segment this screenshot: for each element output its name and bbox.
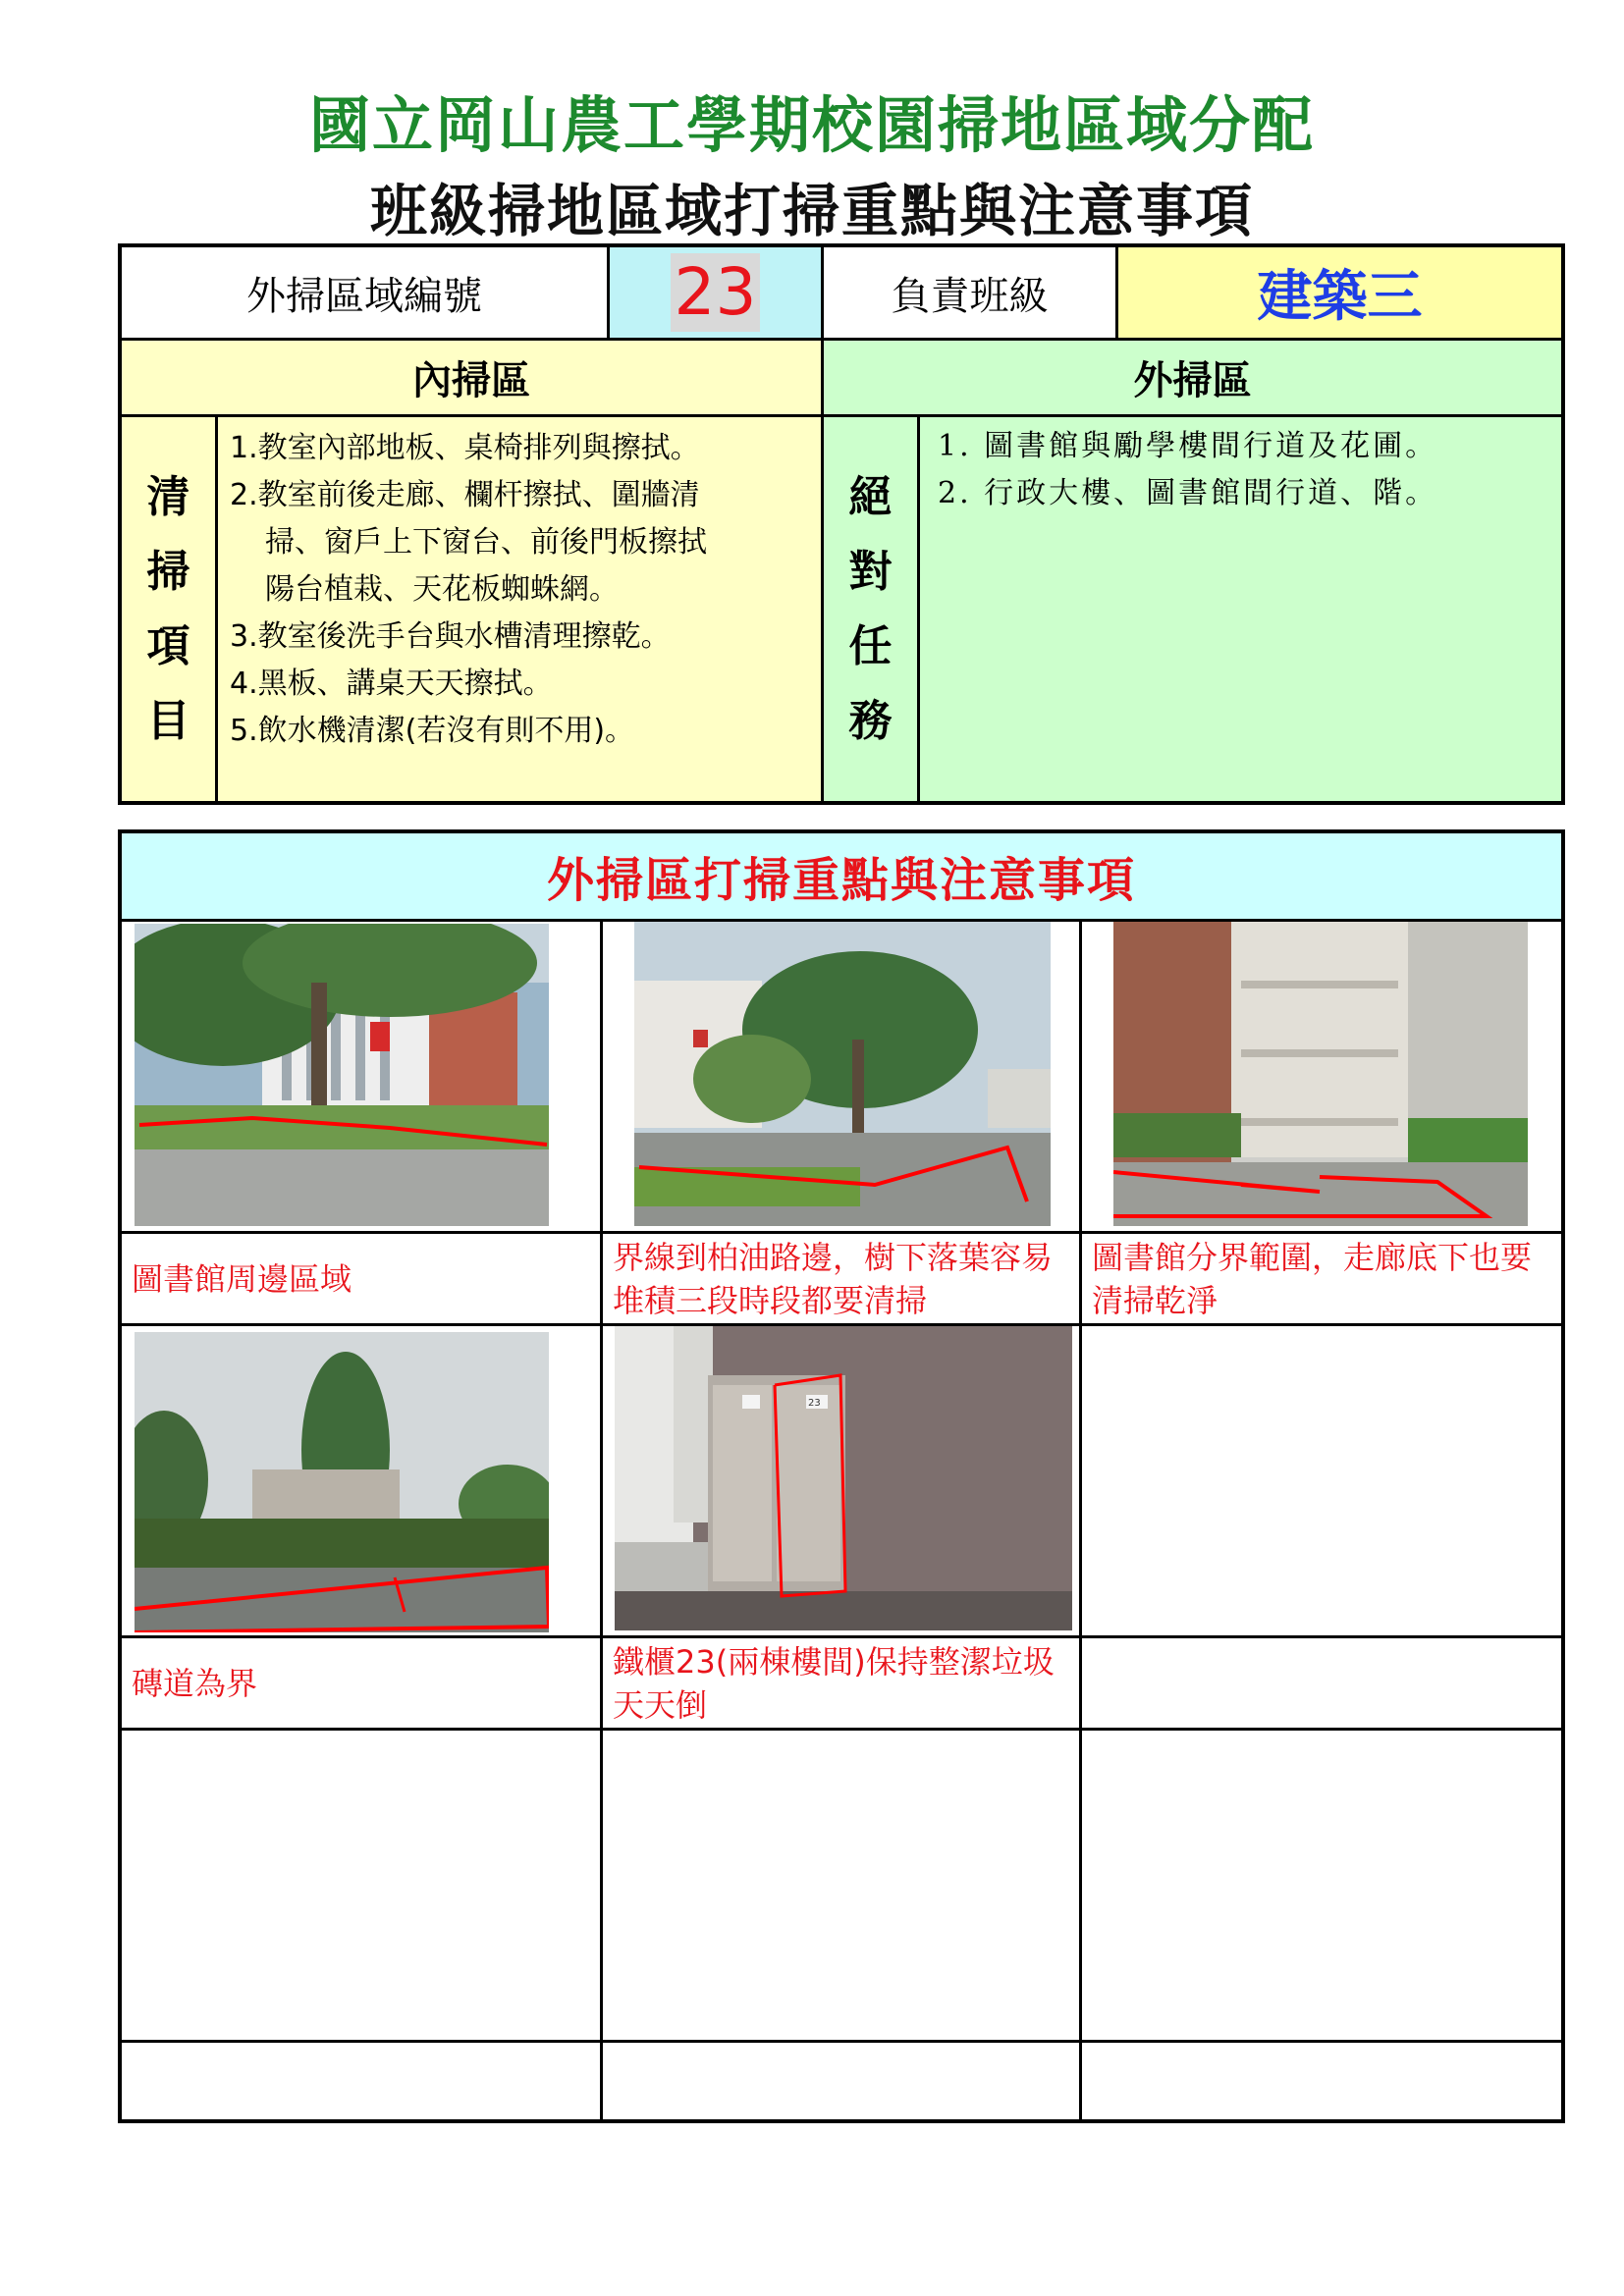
empty-photo-cell <box>1082 1326 1561 1638</box>
class-name: 建築三 <box>1118 247 1561 341</box>
photo-cell <box>603 922 1082 1234</box>
photo-cell <box>603 1326 1082 1638</box>
page-subtitle: 班級掃地區域打掃重點與注意事項 <box>369 178 1254 244</box>
inner-side-char: 掃 <box>146 546 190 597</box>
class-label: 負責班級 <box>824 247 1118 341</box>
caption-cell <box>603 2043 1082 2119</box>
assignment-table <box>118 243 1565 805</box>
caption-cell <box>603 1638 1082 1731</box>
inner-side-char: 項 <box>146 620 190 671</box>
photo-caption: 圖書館分界範圍，走廊底下也要清掃乾淨 <box>1092 1238 1533 1319</box>
outer-area-header: 外掃區 <box>824 341 1561 417</box>
empty-photo-cell <box>603 1731 1082 2043</box>
caption-cell <box>122 1638 603 1731</box>
inner-side-char: 目 <box>146 695 190 746</box>
photo-caption <box>1082 1676 1102 1691</box>
photo-locker-23 <box>615 1326 1072 1630</box>
inner-task-item: 4.黑板、講桌天天擦拭。 <box>230 667 553 701</box>
notes-table <box>118 829 1565 2123</box>
caption-cell <box>1082 1638 1561 1731</box>
caption-cell <box>1082 2043 1561 2119</box>
outer-side-char: 務 <box>848 695 893 746</box>
page-title: 國立岡山農工學期校園掃地區域分配 <box>308 89 1315 161</box>
outer-task-list <box>920 417 1561 801</box>
photo-brick-path <box>135 1332 549 1632</box>
outer-task-item: 2. 行政大樓、圖書館間行道、階。 <box>938 476 1438 510</box>
inner-side-label <box>122 417 218 801</box>
area-number: 23 <box>671 253 761 332</box>
area-number-cell <box>610 247 824 341</box>
area-number-label: 外掃區域編號 <box>122 247 610 341</box>
photo-caption <box>1082 2073 1102 2089</box>
outer-side-char: 任 <box>848 620 893 671</box>
caption-cell <box>122 1234 603 1326</box>
photo-path-to-asphalt <box>634 922 1051 1226</box>
photo-cell <box>122 1326 603 1638</box>
photo-library-surroundings <box>135 924 549 1226</box>
inner-side-char: 清 <box>146 471 190 522</box>
photo-cell <box>122 922 603 1234</box>
locker-number: 23 <box>808 1398 821 1409</box>
photo-library-boundary <box>1113 922 1528 1226</box>
photo-caption <box>122 2073 141 2089</box>
notes-title: 外掃區打掃重點與注意事項 <box>122 833 1561 922</box>
outer-side-label <box>824 417 920 801</box>
inner-task-list <box>218 417 824 801</box>
photo-caption <box>603 2073 623 2089</box>
inner-task-item: 2.教室前後走廊、欄杆擦拭、圍牆清 <box>230 478 700 512</box>
caption-cell <box>122 2043 603 2119</box>
inner-task-item: 1.教室內部地板、桌椅排列與擦拭。 <box>230 431 700 465</box>
outer-task-item: 1. 圖書館與勵學樓間行道及花圃。 <box>938 429 1438 463</box>
photo-caption: 鐵櫃23(兩棟樓間)保持整潔垃圾天天倒 <box>613 1642 1055 1724</box>
inner-task-item: 5.飲水機清潔(若沒有則不用)。 <box>230 714 635 748</box>
inner-task-item: 掃、窗戶上下窗台、前後門板擦拭 <box>265 525 707 560</box>
photo-caption: 磚道為界 <box>132 1664 258 1702</box>
caption-cell <box>603 1234 1082 1326</box>
inner-task-item: 陽台植栽、天花板蜘蛛網。 <box>265 572 619 607</box>
empty-photo-cell <box>122 1731 603 2043</box>
outer-side-char: 對 <box>848 546 893 597</box>
caption-cell <box>1082 1234 1561 1326</box>
photo-caption: 界線到柏油路邊，樹下落葉容易堆積三段時段都要清掃 <box>613 1238 1054 1319</box>
inner-area-header: 內掃區 <box>122 341 824 417</box>
outer-side-char: 絕 <box>848 471 893 522</box>
photo-cell <box>1082 922 1561 1234</box>
empty-photo-cell <box>1082 1731 1561 2043</box>
inner-task-item: 3.教室後洗手台與水槽清理擦乾。 <box>230 619 671 654</box>
photo-caption: 圖書館周邊區域 <box>132 1259 352 1298</box>
